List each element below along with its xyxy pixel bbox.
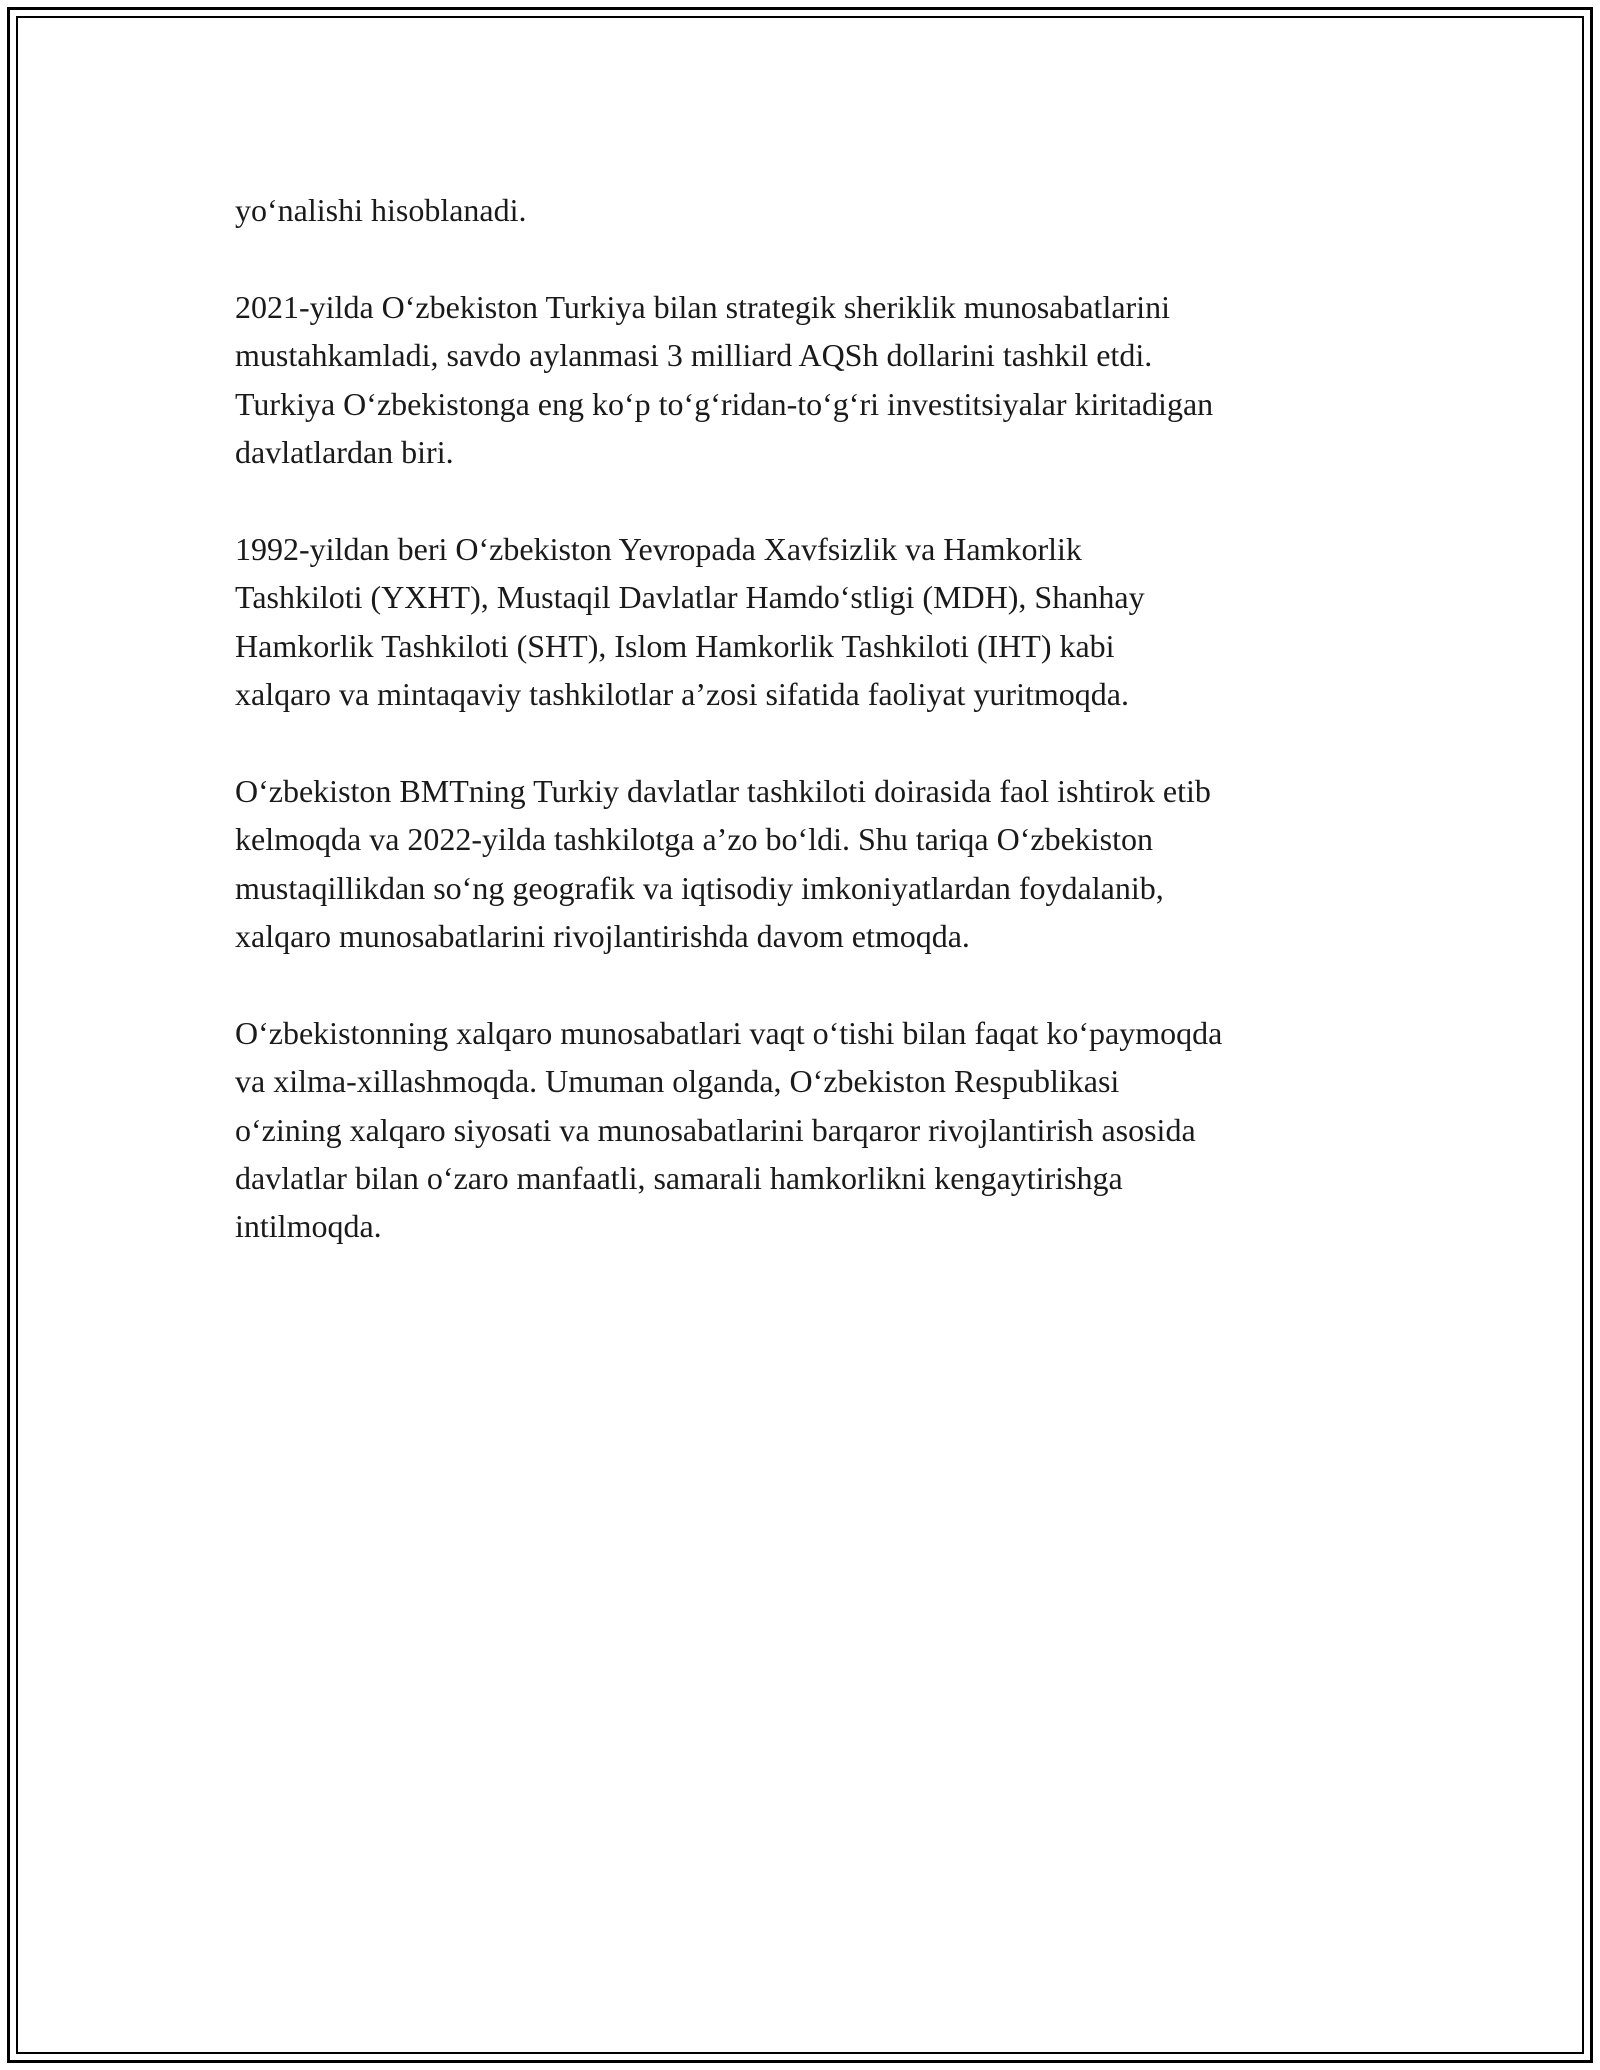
- paragraph-continuation: yo‘nalishi hisoblanadi.: [235, 192, 527, 228]
- paragraph-conclusion: O‘zbekistonning xalqaro munosabatlari vaqt o‘tishi bilan faqat ko‘paymoqda va xilma-xillashmoqda. Umuman olganda, O‘zbekiston Respublikasi o‘zining xalqaro siyosati va munosabatlarini barqaror rivojlantirish asosida davlatlar bilan o‘zaro manfaatli, samarali hamkorlikni kengaytirishga intilmoqda.: [235, 1014, 1223, 1245]
- paragraph-turkey-partnership: 2021-yilda O‘zbekiston Turkiya bilan strategik sheriklik munosabatlarini mustahkamladi, savdo aylanmasi 3 milliard AQSh dollarini tashkil etdi. Turkiya O‘zbekistonga eng ko‘p to‘g‘ridan-to‘g‘ri investitsiyalar kiritadigan davlatlardan biri.: [235, 288, 1214, 471]
- document-body: [235, 186, 1375, 1299]
- paragraph-international-organizations: 1992-yildan beri O‘zbekiston Yevropada Xavfsizlik va Hamkorlik Tashkiloti (YXHT), Mustaqil Davlatlar Hamdo‘stligi (MDH), Shanhay Hamkorlik Tashkiloti (SHT), Islom Hamkorlik Tashkiloti (IHT) kabi xalqaro va mintaqaviy tashkilotlar a’zosi sifatida faoliyat yuritmoqda.: [235, 530, 1145, 713]
- paragraph-turkic-states: O‘zbekiston BMTning Turkiy davlatlar tashkiloti doirasida faol ishtirok etib kelmoqda va 2022-yilda tashkilotga a’zo bo‘ldi. Shu tariqa O‘zbekiston mustaqillikdan so‘ng geografik va iqtisodiy imkoniyatlardan foydalanib, xalqaro munosabatlarini rivojlantirishda davom etmoqda.: [235, 772, 1211, 955]
